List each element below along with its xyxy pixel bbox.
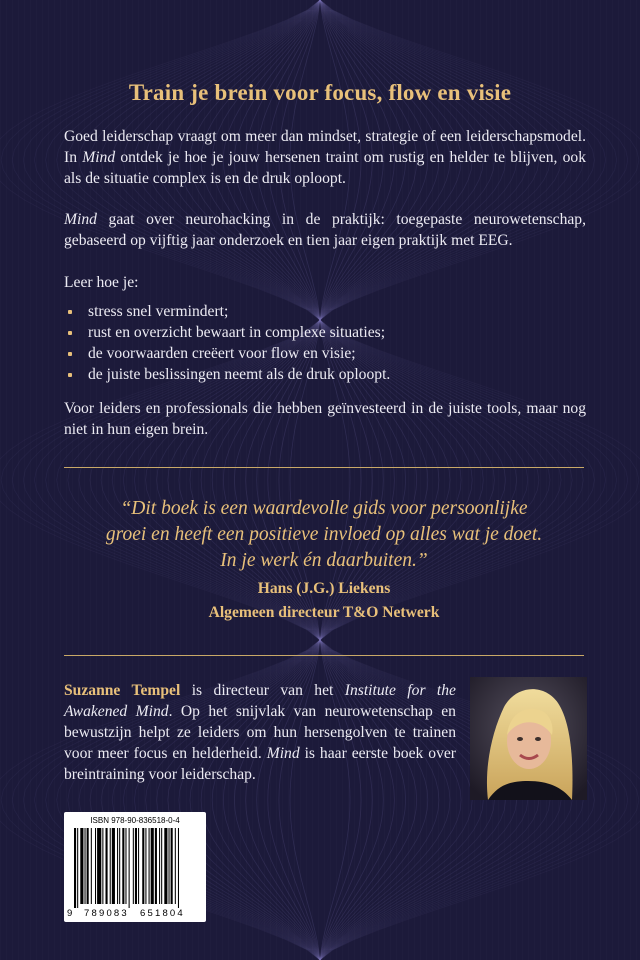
- barcode-bar: [145, 828, 146, 904]
- isbn-barcode: ISBN 978-90-836518-0-4 9 789083 651804: [64, 812, 206, 922]
- list-item: rust en overzicht bewaart in complexe situaties;: [64, 322, 584, 343]
- intro-paragraph: Goed leiderschap vraagt om meer dan mindset, strategie of een leiderschapsmodel. In Mind ontdek je hoe je jouw hersenen traint om rustig en helder te blijven, ook als de situatie complex is en de druk oploopt.: [64, 128, 587, 187]
- barcode-bar: [80, 828, 83, 904]
- barcode-bar: [161, 828, 162, 904]
- barcode-bar: [151, 828, 154, 904]
- bullet-icon: [68, 310, 72, 314]
- barcode-bar: [169, 828, 170, 904]
- bullet-icon: [68, 352, 72, 356]
- cover-heading: Train je brein voor focus, flow en visie: [128, 80, 512, 105]
- barcode-bar: [149, 828, 150, 904]
- bullet-icon: [68, 331, 72, 335]
- barcode-bar: [117, 828, 118, 904]
- barcode-bar: [178, 828, 179, 908]
- barcode-bar: [138, 828, 139, 904]
- quote-author: Hans (J.G.) Liekens: [257, 580, 391, 597]
- list-intro: Leer hoe je:: [64, 274, 139, 291]
- barcode-bar: [122, 828, 124, 904]
- barcode-bar: [110, 828, 111, 904]
- author-portrait-icon: [470, 677, 587, 800]
- barcode-bar: [77, 828, 78, 908]
- bullet-icon: [68, 373, 72, 377]
- barcode-bar: [97, 828, 101, 904]
- barcode-bar: [164, 828, 167, 904]
- endorsement-quote: “Dit boek is een waardevolle gids voor persoonlijke groei en heeft een positieve invloed op alles wat je doet. In je werk én daarbuiten.”: [105, 498, 543, 571]
- benefit-list: [64, 301, 584, 385]
- divider: [64, 467, 584, 468]
- barcode-bar: [133, 828, 134, 904]
- barcode-bar: [142, 828, 144, 904]
- list-item: stress snel vermindert;: [64, 301, 584, 322]
- barcode-bar: [106, 828, 108, 904]
- author-bio: Suzanne Tempel is directeur van het Institute for the Awakened Mind. Op het snijvlak van neurowetenschap en bewustzijn helpt ze leiders om hun hersengolven te trainen voor meer focus en helderheid. Mind is haar eerste boek over breintraining voor leiderschap.: [64, 682, 456, 783]
- list-item: de juiste beslissingen neemt als de druk oploopt.: [64, 364, 584, 385]
- barcode-bar: [125, 828, 126, 904]
- barcode-bar: [74, 828, 76, 908]
- barcode-bar: [119, 828, 120, 904]
- barcode-bar: [171, 828, 173, 904]
- barcode-bar: [85, 828, 86, 904]
- barcode-bar: [129, 828, 130, 908]
- isbn-label: ISBN 978-90-836518-0-4: [90, 816, 180, 825]
- barcode-bar: [155, 828, 157, 904]
- barcode-bar: [175, 828, 176, 904]
- barcode-bar: [102, 828, 103, 904]
- barcode-bar: [159, 828, 160, 904]
- audience-paragraph: Voor leiders en professionals die hebben geïnvesteerd in de juiste tools, maar nog niet in hun eigen brein.: [64, 400, 586, 438]
- list-item: de voorwaarden creëert voor flow en visie;: [64, 343, 584, 364]
- author-photo: [470, 677, 587, 800]
- barcode-bars: [64, 828, 206, 908]
- quote-author-role: Algemeen directeur T&O Netwerk: [208, 604, 440, 621]
- barcode-bar: [112, 828, 115, 904]
- barcode-bar: [91, 828, 92, 904]
- barcode-bar: [95, 828, 96, 904]
- barcode-bar: [87, 828, 89, 904]
- description-paragraph: Mind gaat over neurohacking in de praktijk: toegepaste neurowetenschap, gebaseerd op vijftig jaar onderzoek en tien jaar eigen praktijk met EEG.: [64, 211, 586, 249]
- divider: [64, 655, 584, 656]
- barcode-bar: [135, 828, 137, 904]
